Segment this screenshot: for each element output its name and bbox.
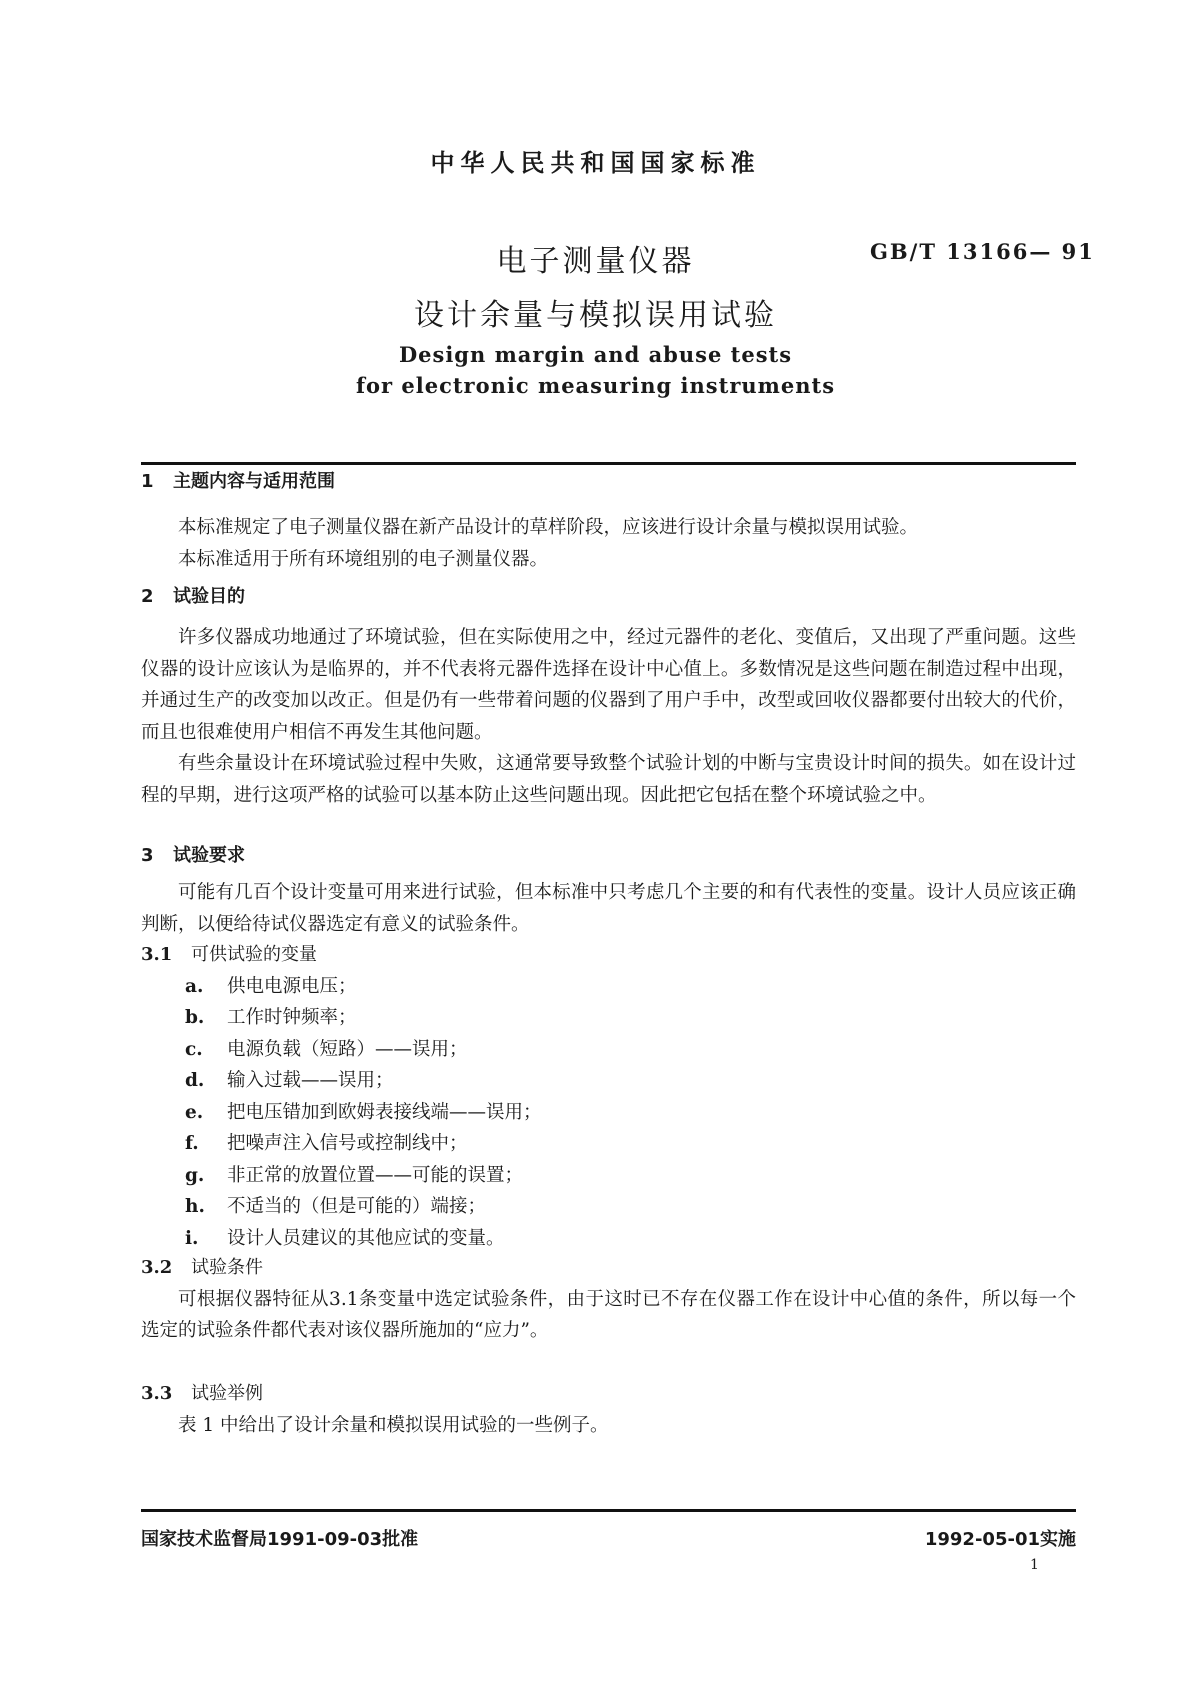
title-chinese-line-2: 设计余量与模拟误用试验 bbox=[414, 298, 777, 333]
list-item: c. 电源负载（短路）——误用； bbox=[185, 1038, 468, 1060]
issuing-authority-heading: 中华人民共和国国家标准 bbox=[430, 149, 761, 177]
section-3 bbox=[141, 840, 1076, 872]
paragraph: 有些余量设计在环境试验过程中失败，这通常要导致整个试验计划的中断与宝贵设计时间的损失。如在设计过程的早期，进行这项严格的试验可以基本防止这些问题出现。因此把它包括在整个环境试验之中。 bbox=[141, 753, 1076, 806]
section-3-1 bbox=[141, 939, 1076, 1254]
standard-code: GB/T 13166— 91 bbox=[870, 239, 1095, 264]
paragraph: 可根据仪器特征从3.1条变量中选定试验条件，由于这时已不存在仪器工作在设计中心值的条件，所以每一个选定的试验条件都代表对该仪器所施加的“应力”。 bbox=[141, 1288, 1076, 1341]
section-3-3 bbox=[141, 1378, 1076, 1441]
section-1 bbox=[141, 466, 1076, 498]
section-2-body bbox=[141, 622, 1076, 811]
subsection-3-1-heading: 3.1 可供试验的变量 bbox=[141, 944, 317, 965]
list-item: b. 工作时钟频率； bbox=[185, 1007, 357, 1028]
subsection-3-2-heading: 3.2 试验条件 bbox=[141, 1257, 263, 1278]
section-2-heading: 2 试验目的 bbox=[141, 586, 245, 607]
paragraph: 本标准规定了电子测量仪器在新产品设计的草样阶段，应该进行设计余量与模拟误用试验。 bbox=[178, 517, 919, 538]
approval-date: 国家技术监督局1991-09-03批准 bbox=[141, 1529, 419, 1550]
test-variable-list bbox=[141, 971, 1076, 1255]
list-item: a. 供电电源电压； bbox=[185, 975, 357, 997]
effective-date: 1992-05-01实施 bbox=[924, 1529, 1076, 1550]
section-1-heading: 1 主题内容与适用范围 bbox=[141, 471, 335, 492]
title-english-line-2: for electronic measuring instruments bbox=[355, 373, 836, 398]
paragraph: 本标准适用于所有环境组别的电子测量仪器。 bbox=[178, 548, 549, 570]
page-number: 1 bbox=[1030, 1557, 1039, 1573]
list-item: e. 把电压错加到欧姆表接线端——误用； bbox=[185, 1101, 542, 1123]
header-divider bbox=[141, 462, 1076, 465]
section-3-2 bbox=[141, 1252, 1076, 1347]
paragraph: 可能有几百个设计变量可用来进行试验，但本标准中只考虑几个主要的和有代表性的变量。设计人员应该正确判断，以便给待试仪器选定有意义的试验条件。 bbox=[141, 882, 1076, 935]
list-item: g. 非正常的放置位置——可能的误置； bbox=[185, 1164, 524, 1186]
list-item: i. 设计人员建议的其他应试的变量。 bbox=[185, 1227, 505, 1249]
footer-divider bbox=[141, 1509, 1076, 1512]
paragraph: 表 1 中给出了设计余量和模拟误用试验的一些例子。 bbox=[178, 1414, 609, 1436]
title-chinese-line-1: 电子测量仪器 bbox=[496, 244, 695, 279]
section-3-heading: 3 试验要求 bbox=[141, 845, 245, 866]
list-item: d. 输入过载——误用； bbox=[185, 1070, 394, 1091]
list-item: f. 把噪声注入信号或控制线中； bbox=[185, 1133, 468, 1154]
title-english-line-1: Design margin and abuse tests bbox=[398, 342, 793, 367]
section-3-body bbox=[141, 877, 1076, 940]
section-2 bbox=[141, 581, 1076, 613]
list-item: h. 不适当的（但是可能的）端接； bbox=[185, 1196, 487, 1217]
subsection-3-3-heading: 3.3 试验举例 bbox=[141, 1383, 263, 1404]
section-1-body bbox=[141, 512, 1076, 575]
paragraph: 许多仪器成功地通过了环境试验，但在实际使用之中，经过元器件的老化、变值后，又出现了严重问题。这些仪器的设计应该认为是临界的，并不代表将元器件选择在设计中心值上。多数情况是这些问题在制造过程中出现，并通过生产的改变加以改正。但是仍有一些带着问题的仪器到了用户手中，改型或回收仪器都要付出较大的代价，而且也很难使用户相信不再发生其他问题。 bbox=[141, 627, 1076, 743]
